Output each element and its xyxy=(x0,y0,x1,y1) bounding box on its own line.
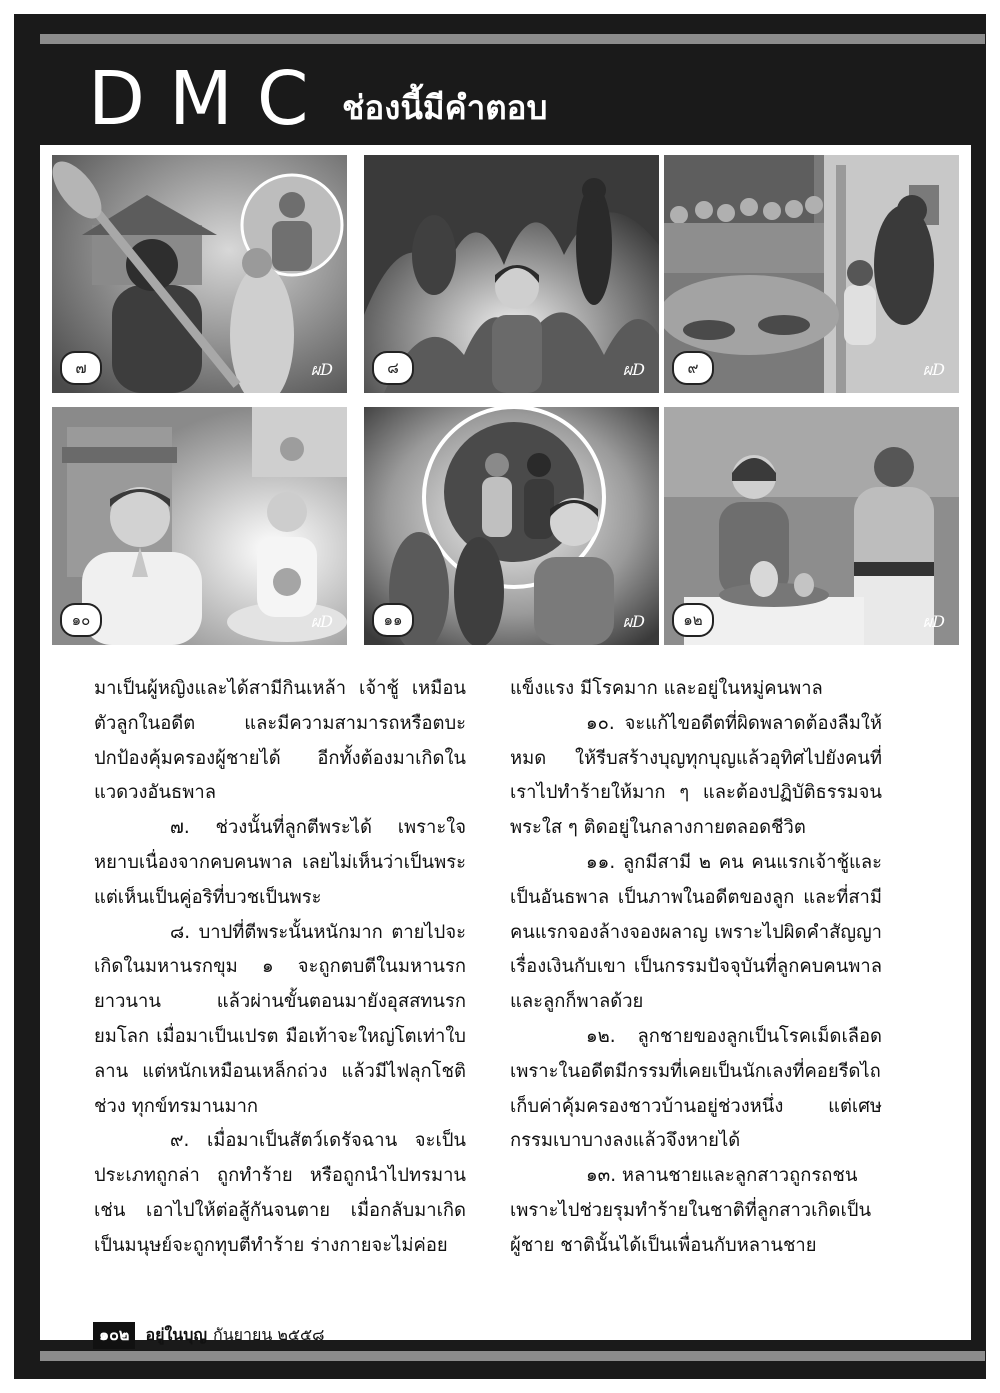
image-number-badge: ๙ xyxy=(672,351,714,385)
column-title: ช่องนี้มีคำตอบ xyxy=(342,89,548,126)
paragraph: แข็งแรง มีโรคมาก และอยู่ในหมู่คนพาล xyxy=(510,678,823,699)
image-number-badge: ๗ xyxy=(60,351,102,385)
magazine-name: อยู่ในบุญ xyxy=(145,1325,207,1344)
brand-logo: DMC xyxy=(88,56,333,142)
right-text-column xyxy=(510,672,882,1264)
image-number-badge: ๑๑ xyxy=(372,603,414,637)
artist-signature: ผD xyxy=(922,360,945,379)
illustration-grid xyxy=(52,155,959,647)
paragraph: ๑๐. จะแก้ไขอดีตที่ผิดพลาดต้องลืมให้หมด ให้รีบสร้างบุญทุกบุญแล้วอุทิศไปยังคนที่เราไปทำร้ายให้มาก ๆ และต้องปฏิบัติธรรมจนพระใส ๆ ติดอยู่ในกลางกายตลอดชีวิต xyxy=(510,712,882,839)
paragraph: ๑๑. ลูกมีสามี ๒ คน คนแรกเจ้าชู้และเป็นอันธพาล เป็นภาพในอดีตของลูก และที่สามีคนแรกจองล้างจองผลาญ เพราะไปผิดคำสัญญาเรื่องเงินกับเขา เป็นกรรมปัจจุบันที่ลูกคบคนพาลและลูกก็พาลด้วย xyxy=(510,851,882,1013)
top-rule xyxy=(40,34,985,44)
artist-signature: ผD xyxy=(310,360,333,379)
illustration-8 xyxy=(364,155,659,393)
illustration-12 xyxy=(664,407,959,645)
issue-date: กันยายน ๒๕๕๘ xyxy=(213,1325,325,1344)
artist-signature: ผD xyxy=(622,612,645,631)
artist-signature: ผD xyxy=(922,612,945,631)
left-text-column xyxy=(94,672,466,1264)
illustration-10 xyxy=(52,407,347,645)
illustration-11 xyxy=(364,407,659,645)
bottom-rule xyxy=(40,1351,985,1361)
paragraph: ๑๓. หลานชายและลูกสาวถูกรถชนเพราะไปช่วยรุมทำร้ายในชาติที่ลูกสาวเกิดเป็นผู้ชาย ชาตินั้นได้เป็นเพื่อนกับหลานชาย xyxy=(510,1165,872,1256)
page-footer xyxy=(93,1322,325,1349)
artist-signature: ผD xyxy=(310,612,333,631)
artist-signature: ผD xyxy=(622,360,645,379)
illustration-9 xyxy=(664,155,959,393)
paragraph: ๗. ช่วงนั้นที่ลูกตีพระได้ เพราะใจหยาบเนื่องจากคบคนพาล เลยไม่เห็นว่าเป็นพระ แต่เห็นเป็นคู่อริที่บวชเป็นพระ xyxy=(94,817,466,908)
paragraph: มาเป็นผู้หญิงและได้สามีกินเหล้า เจ้าชู้ เหมือนตัวลูกในอดีต และมีความสามารถหรือตบะปกป้องคุ้มครองผู้ชายได้ อีกทั้งต้องมาเกิดในแวดวงอันธพาล xyxy=(94,678,466,804)
paragraph: ๘. บาปที่ตีพระนั้นหนักมาก ตายไปจะเกิดในมหานรกขุม ๑ จะถูกตบตีในมหานรกยาวนาน แล้วผ่านขั้นตอนมายังอุสสทนรกยมโลก เมื่อมาเป็นเปรต มือเท้าจะใหญ่โตเท่าใบลาน แต่หนักเหมือนเหล็กถ่วง แล้วมีไฟลุกโชติช่วง ทุกข์ทรมานมาก xyxy=(94,921,466,1117)
image-number-badge: ๑๐ xyxy=(60,603,102,637)
image-number-badge: ๘ xyxy=(372,351,414,385)
image-number-badge: ๑๒ xyxy=(672,603,714,637)
illustration-7 xyxy=(52,155,347,393)
paragraph: ๑๒. ลูกชายของลูกเป็นโรคเม็ดเลือดเพราะในอดีตมีกรรมที่เคยเป็นนักเลงที่คอยรีดไถเก็บค่าคุ้มครองชาวบ้านอยู่ช่วงหนึ่ง แต่เศษกรรมเบาบางลงแล้วจึงหายได้ xyxy=(510,1025,882,1152)
paragraph: ๙. เมื่อมาเป็นสัตว์เดรัจฉาน จะเป็นประเภทถูกล่า ถูกทำร้าย หรือถูกนำไปทรมาน เช่น เอาไปให้ต่อสู้กันจนตาย เมื่อกลับมาเกิดเป็นมนุษย์จะถูกทุบตีทำร้าย ร่างกายจะไม่ค่อย xyxy=(94,1130,466,1256)
page-number: ๑๐๒ xyxy=(93,1322,135,1349)
